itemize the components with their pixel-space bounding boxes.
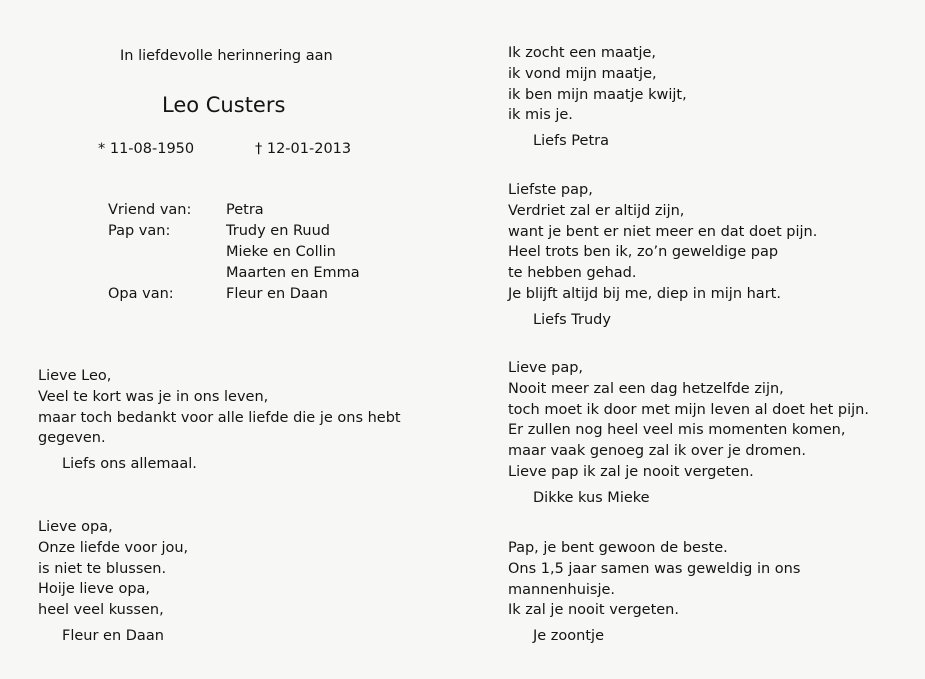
message-block bbox=[508, 43, 687, 126]
birth-date: * 11-08-1950 bbox=[98, 141, 195, 157]
message-line: maar vaak genoeg zal ik over je dromen. bbox=[508, 443, 806, 460]
message-line: maar toch bedankt voor alle liefde die je ons hebt bbox=[38, 409, 401, 426]
message-block bbox=[508, 180, 817, 305]
message-block bbox=[508, 538, 800, 621]
message-line: Onze liefde voor jou, bbox=[38, 539, 189, 556]
relation-label-friend: Vriend van: bbox=[108, 202, 192, 218]
message-line: Hoije lieve opa, bbox=[38, 581, 151, 598]
message-line: ik mis je. bbox=[508, 107, 573, 124]
message-line: Pap, je bent gewoon de beste. bbox=[508, 540, 728, 556]
relation-label-father: Pap van: bbox=[108, 223, 171, 239]
message-line: gegeven. bbox=[38, 430, 106, 447]
relation-name: Maarten en Emma bbox=[226, 265, 360, 281]
message-line: Heel trots ben ik, zo’n geweldige pap bbox=[508, 244, 779, 261]
message-line: want je bent er niet meer en dat doet pijn. bbox=[508, 223, 818, 240]
message-line: toch moet ik door met mijn leven al doet het pijn. bbox=[508, 401, 869, 418]
message-line: te hebben gehad. bbox=[508, 265, 637, 282]
message-line: Er zullen nog heel veel mis momenten komen, bbox=[508, 422, 846, 439]
death-date: † 12-01-2013 bbox=[255, 141, 352, 157]
message-block bbox=[38, 517, 188, 621]
message-signature: Dikke kus Mieke bbox=[533, 490, 650, 506]
message-line: Liefste pap, bbox=[508, 182, 593, 198]
message-line: Je blijft altijd bij me, diep in mijn hart. bbox=[508, 285, 781, 302]
message-line: Lieve Leo, bbox=[38, 368, 112, 384]
message-line: is niet te blussen. bbox=[38, 560, 167, 577]
deceased-name: Leo Custers bbox=[162, 93, 286, 117]
message-line: ik vond mijn maatje, bbox=[508, 65, 657, 82]
message-signature: Liefs Petra bbox=[533, 133, 609, 149]
message-line: Lieve pap, bbox=[508, 360, 584, 376]
message-line: heel veel kussen, bbox=[38, 602, 164, 619]
message-block bbox=[38, 366, 401, 449]
message-line: Verdriet zal er altijd zijn, bbox=[508, 202, 685, 219]
message-signature: Liefs ons allemaal. bbox=[62, 456, 197, 472]
relation-label-grandfather: Opa van: bbox=[108, 286, 174, 302]
message-line: Ik zocht een maatje, bbox=[508, 45, 657, 61]
message-line: Nooit meer zal een dag hetzelfde zijn, bbox=[508, 380, 784, 397]
intro-text: In liefdevolle herinnering aan bbox=[120, 48, 333, 64]
message-signature: Je zoontje bbox=[533, 628, 604, 644]
relation-name: Mieke en Collin bbox=[226, 244, 336, 260]
message-signature: Fleur en Daan bbox=[62, 628, 164, 644]
message-line: Veel te kort was je in ons leven, bbox=[38, 388, 269, 405]
message-line: ik ben mijn maatje kwijt, bbox=[508, 86, 687, 103]
message-line: Ik zal je nooit vergeten. bbox=[508, 602, 679, 619]
message-block bbox=[508, 358, 869, 483]
relation-name: Petra bbox=[226, 202, 264, 218]
message-line: mannenhuisje. bbox=[508, 581, 616, 598]
message-line: Ons 1,5 jaar samen was geweldig in ons bbox=[508, 560, 801, 577]
message-line: Lieve opa, bbox=[38, 519, 113, 535]
message-signature: Liefs Trudy bbox=[533, 312, 611, 328]
relation-name: Trudy en Ruud bbox=[226, 223, 330, 239]
message-line: Lieve pap ik zal je nooit vergeten. bbox=[508, 463, 754, 480]
relation-name: Fleur en Daan bbox=[226, 286, 328, 302]
